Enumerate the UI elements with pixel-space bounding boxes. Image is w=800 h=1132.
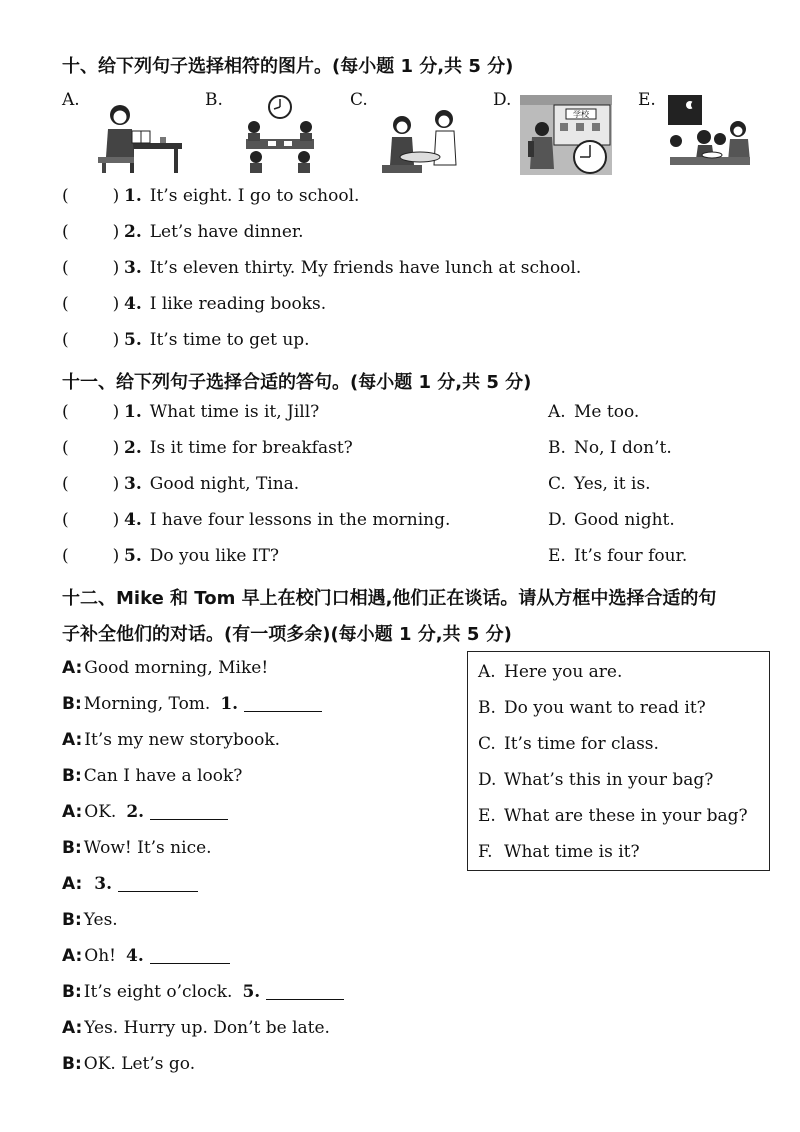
- dialogue-line-5: [62, 802, 228, 822]
- dialogue-line-7: [62, 874, 198, 894]
- paren-open: (: [62, 222, 69, 242]
- school-sign-text: 学校: [573, 110, 589, 119]
- paren-open: (: [62, 510, 69, 530]
- speaker-label: B:: [62, 982, 82, 1002]
- question-text: What time is it, Jill?: [149, 402, 320, 422]
- dialogue-line-1: [62, 658, 268, 678]
- dialogue-line-2: [62, 694, 322, 714]
- paren-close: ): [112, 546, 120, 566]
- question-text: I have four lessons in the morning.: [149, 510, 451, 530]
- question-text: Do you like IT?: [149, 546, 280, 566]
- answer-parenthesis[interactable]: [62, 546, 124, 566]
- option-text: What time is it?: [504, 842, 640, 862]
- option-letter: E.: [548, 546, 566, 566]
- option-letter: F.: [478, 842, 493, 862]
- option-text: What are these in your bag?: [504, 806, 748, 826]
- speaker-label: A:: [62, 658, 83, 678]
- box-option-3: [478, 734, 659, 754]
- option-text: Good night.: [574, 510, 675, 530]
- picture-d-school: [520, 95, 612, 175]
- option-letter: C.: [548, 474, 566, 494]
- picture-label-e: E.: [638, 90, 656, 110]
- question-11-2: [62, 438, 353, 458]
- paren-close: ): [112, 186, 120, 206]
- dialogue-text: OK. Let’s go.: [83, 1054, 196, 1074]
- answer-parenthesis[interactable]: [62, 438, 124, 458]
- question-11-3: [62, 474, 299, 494]
- paren-close: ): [112, 294, 120, 314]
- paren-close: ): [112, 330, 120, 350]
- paren-close: ): [112, 438, 120, 458]
- speaker-label: B:: [62, 910, 82, 930]
- speaker-label: B:: [62, 766, 82, 786]
- question-number: 2.: [124, 438, 142, 458]
- answer-parenthesis[interactable]: [62, 258, 124, 278]
- dialogue-text: Yes.: [83, 910, 118, 930]
- option-text: What’s this in your bag?: [504, 770, 714, 790]
- question-text: I like reading books.: [149, 294, 327, 314]
- paren-open: (: [62, 330, 69, 350]
- picture-label-a: A.: [62, 90, 80, 110]
- question-text: It’s time to get up.: [149, 330, 310, 350]
- answer-parenthesis[interactable]: [62, 186, 124, 206]
- box-option-2: [478, 698, 706, 718]
- dialogue-text: Wow! It’s nice.: [83, 838, 212, 858]
- question-10-4: [62, 294, 326, 314]
- answer-blank[interactable]: [150, 949, 230, 964]
- answer-blank[interactable]: [244, 697, 322, 712]
- question-11-4: [62, 510, 450, 530]
- box-option-4: [478, 770, 713, 790]
- dialogue-text: It’s eight o’clock.: [83, 982, 233, 1002]
- question-11-5: [62, 546, 279, 566]
- question-number: 3.: [124, 474, 142, 494]
- question-text: Good night, Tina.: [149, 474, 300, 494]
- answer-parenthesis[interactable]: [62, 222, 124, 242]
- option-text: Here you are.: [504, 662, 623, 682]
- paren-open: (: [62, 546, 69, 566]
- section-12-heading-line-2: 子补全他们的对话。(有一项多余)(每小题 1 分,共 5 分): [62, 624, 512, 645]
- speaker-label: B:: [62, 1054, 82, 1074]
- box-option-6: [478, 842, 640, 862]
- speaker-label: B:: [62, 838, 82, 858]
- section-12-heading-line-1: 十二、Mike 和 Tom 早上在校门口相遇,他们正在谈话。请从方框中选择合适的句: [62, 588, 717, 609]
- dialogue-line-11: [62, 1018, 330, 1038]
- question-number: 5.: [124, 546, 142, 566]
- paren-open: (: [62, 402, 69, 422]
- question-text: It’s eleven thirty. My friends have lunch at school.: [149, 258, 582, 278]
- dialogue-line-9: [62, 946, 230, 966]
- option-text: Yes, it is.: [574, 474, 651, 494]
- answer-blank[interactable]: [266, 985, 344, 1000]
- option-letter: E.: [478, 806, 496, 826]
- option-text: No, I don’t.: [574, 438, 672, 458]
- dialogue-text: Good morning, Mike!: [84, 658, 269, 678]
- answer-parenthesis[interactable]: [62, 402, 124, 422]
- response-option-3: [548, 474, 651, 494]
- dialogue-text: Morning, Tom.: [83, 694, 211, 714]
- picture-b-lunch-clock: [238, 95, 322, 175]
- question-text: Let’s have dinner.: [149, 222, 304, 242]
- question-number: 3.: [124, 258, 142, 278]
- question-10-5: [62, 330, 310, 350]
- picture-e-night-dinner: [668, 95, 752, 175]
- question-number: 1.: [124, 186, 142, 206]
- option-letter: B.: [548, 438, 566, 458]
- dialogue-text: OK.: [84, 802, 117, 822]
- box-option-1: [478, 662, 622, 682]
- dialogue-line-4: [62, 766, 242, 786]
- answer-parenthesis[interactable]: [62, 294, 124, 314]
- question-number: 4.: [124, 294, 142, 314]
- answer-parenthesis[interactable]: [62, 510, 124, 530]
- blank-number: 4.: [126, 946, 144, 966]
- dialogue-line-6: [62, 838, 212, 858]
- question-10-3: [62, 258, 581, 278]
- section-11-heading: 十一、给下列句子选择合适的答句。(每小题 1 分,共 5 分): [62, 372, 532, 393]
- picture-a-girl-reading: [94, 95, 184, 175]
- option-letter: C.: [478, 734, 496, 754]
- option-text: It’s time for class.: [504, 734, 659, 754]
- question-number: 4.: [124, 510, 142, 530]
- blank-number: 2.: [126, 802, 145, 822]
- picture-label-d: D.: [493, 90, 512, 110]
- blank-number: 1.: [220, 694, 239, 714]
- response-option-2: [548, 438, 672, 458]
- answer-blank[interactable]: [150, 805, 228, 820]
- speaker-label: A:: [62, 730, 83, 750]
- dialogue-text: Yes. Hurry up. Don’t be late.: [84, 1018, 330, 1038]
- option-text: Do you want to read it?: [504, 698, 706, 718]
- option-text: It’s four four.: [574, 546, 688, 566]
- answer-blank[interactable]: [118, 877, 198, 892]
- paren-open: (: [62, 474, 69, 494]
- speaker-label: A:: [62, 802, 83, 822]
- question-11-1: [62, 402, 319, 422]
- paren-open: (: [62, 294, 69, 314]
- question-text: It’s eight. I go to school.: [149, 186, 360, 206]
- dialogue-line-10: [62, 982, 344, 1002]
- option-letter: B.: [478, 698, 496, 718]
- answer-parenthesis[interactable]: [62, 330, 124, 350]
- blank-number: 5.: [242, 982, 261, 1002]
- dialogue-line-12: [62, 1054, 195, 1074]
- blank-number: 3.: [94, 874, 113, 894]
- question-10-1: [62, 186, 359, 206]
- option-text: Me too.: [574, 402, 640, 422]
- speaker-label: A:: [62, 946, 83, 966]
- speaker-label: B:: [62, 694, 82, 714]
- dialogue-line-3: [62, 730, 280, 750]
- response-option-5: [548, 546, 687, 566]
- question-10-2: [62, 222, 304, 242]
- paren-close: ): [112, 510, 120, 530]
- dialogue-text: Can I have a look?: [83, 766, 243, 786]
- picture-label-b: B.: [205, 90, 223, 110]
- paren-open: (: [62, 186, 69, 206]
- speaker-label: A:: [62, 1018, 83, 1038]
- response-option-1: [548, 402, 639, 422]
- option-letter: A.: [478, 662, 496, 682]
- question-number: 5.: [124, 330, 142, 350]
- section-10-heading: 十、给下列句子选择相符的图片。(每小题 1 分,共 5 分): [62, 56, 514, 77]
- option-letter: A.: [548, 402, 566, 422]
- dialogue-text: It’s my new storybook.: [84, 730, 281, 750]
- picture-label-c: C.: [350, 90, 368, 110]
- question-text: Is it time for breakfast?: [149, 438, 353, 458]
- option-letter: D.: [478, 770, 497, 790]
- paren-open: (: [62, 258, 69, 278]
- paren-close: ): [112, 258, 120, 278]
- picture-c-dinner: [378, 95, 464, 175]
- paren-close: ): [112, 402, 120, 422]
- answer-options-box: [467, 651, 770, 871]
- dialogue-line-8: [62, 910, 118, 930]
- dialogue-text: Oh!: [84, 946, 116, 966]
- question-number: 2.: [124, 222, 142, 242]
- option-letter: D.: [548, 510, 567, 530]
- response-option-4: [548, 510, 675, 530]
- paren-open: (: [62, 438, 69, 458]
- speaker-label: A:: [62, 874, 83, 894]
- paren-close: ): [112, 222, 120, 242]
- question-number: 1.: [124, 402, 142, 422]
- box-option-5: [478, 806, 748, 826]
- answer-parenthesis[interactable]: [62, 474, 124, 494]
- paren-close: ): [112, 474, 120, 494]
